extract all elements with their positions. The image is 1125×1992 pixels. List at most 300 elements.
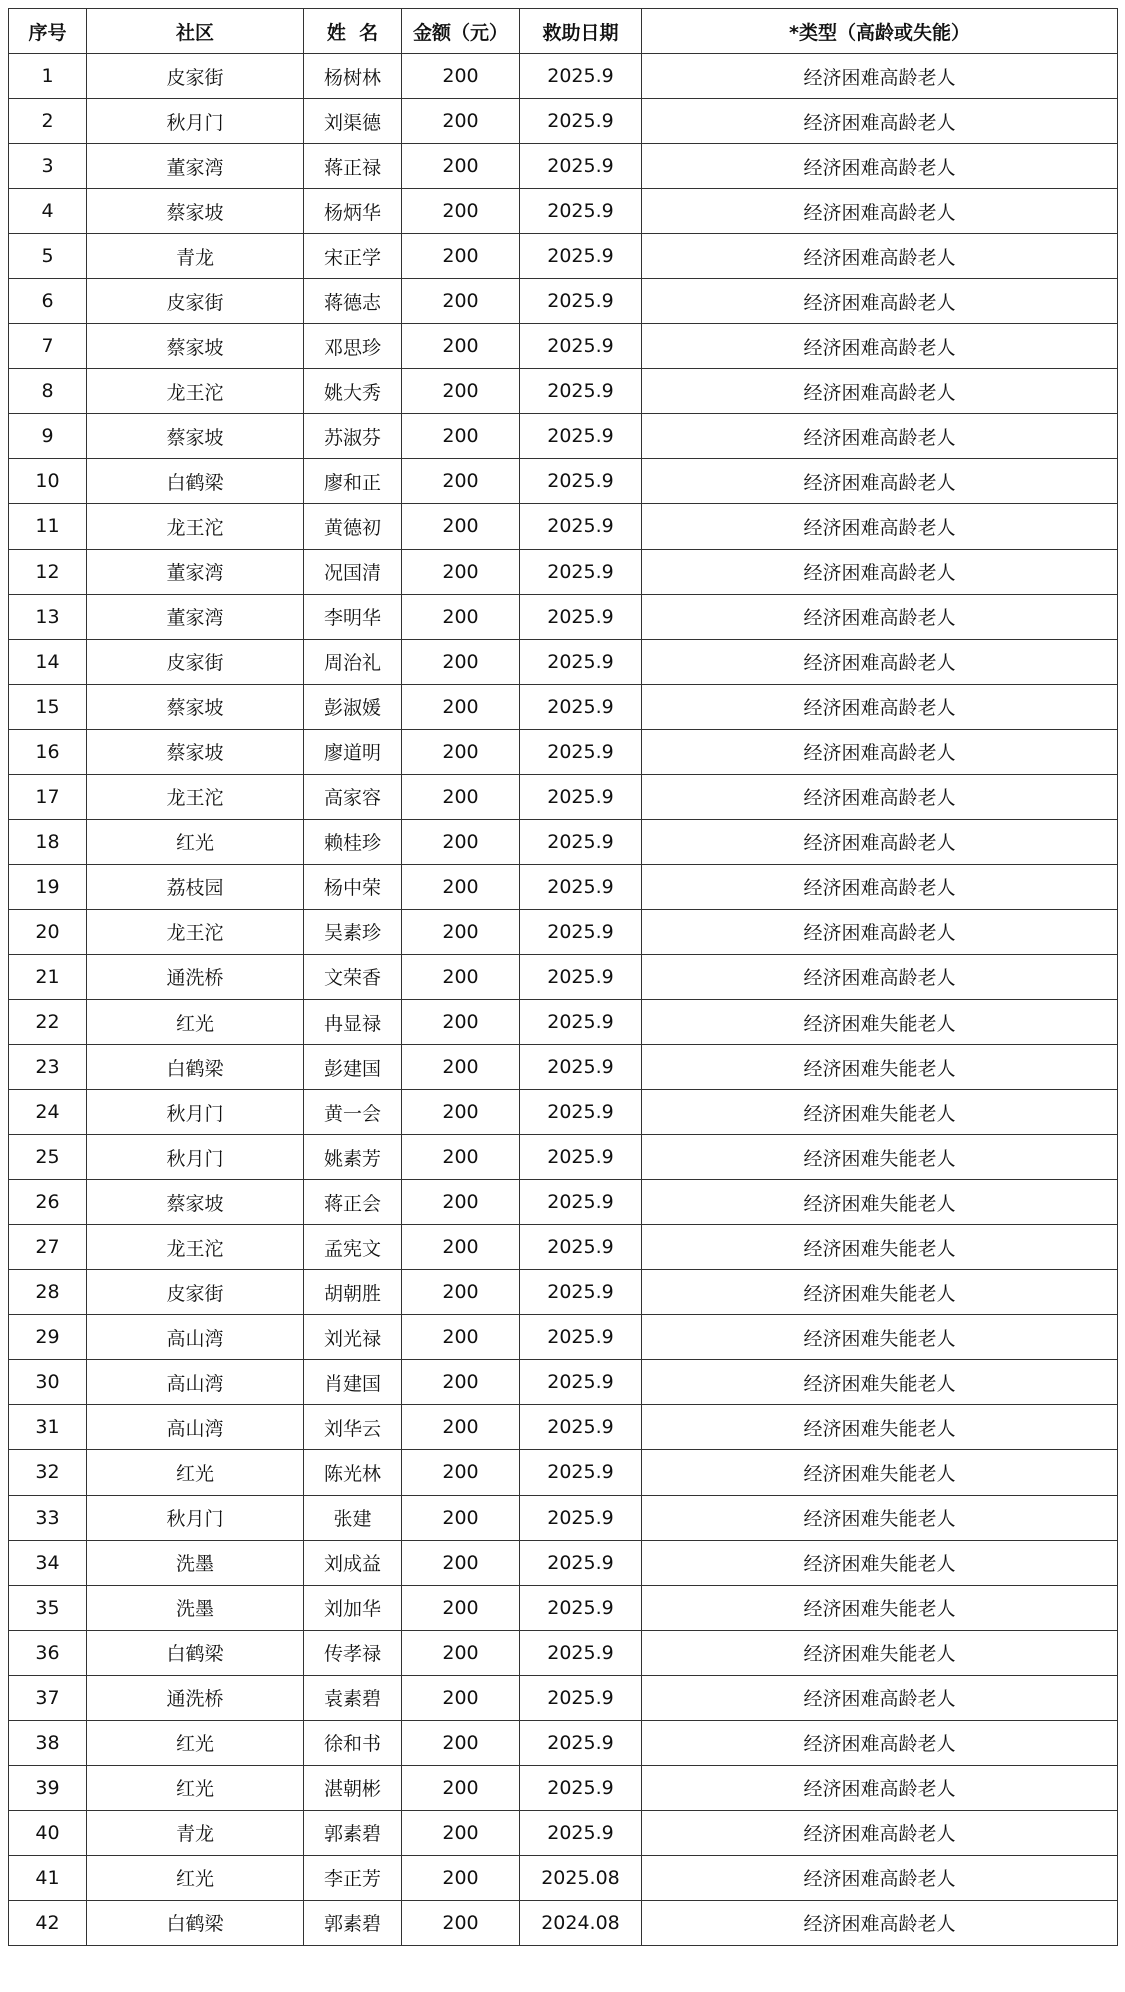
cell-name: 彭淑媛: [304, 684, 402, 729]
cell-serial-number: 6: [9, 279, 87, 324]
cell-name: 冉显禄: [304, 999, 402, 1044]
cell-serial-number: 11: [9, 504, 87, 549]
cell-serial-number: 10: [9, 459, 87, 504]
cell-relief-date: 2025.9: [520, 1090, 642, 1135]
cell-community: 白鹤梁: [87, 459, 304, 504]
table-row: [9, 1810, 1118, 1855]
cell-name: 姚素芳: [304, 1135, 402, 1180]
table-row: [9, 684, 1118, 729]
cell-amount: 200: [402, 54, 520, 99]
cell-name: 廖道明: [304, 729, 402, 774]
cell-community: 红光: [87, 819, 304, 864]
cell-relief-date: 2025.9: [520, 1315, 642, 1360]
cell-serial-number: 14: [9, 639, 87, 684]
table-row: [9, 279, 1118, 324]
cell-serial-number: 41: [9, 1855, 87, 1900]
cell-relief-date: 2025.9: [520, 1585, 642, 1630]
cell-amount: 200: [402, 639, 520, 684]
table-row: [9, 549, 1118, 594]
cell-amount: 200: [402, 414, 520, 459]
cell-type: 经济困难高龄老人: [642, 504, 1118, 549]
cell-type: 经济困难高龄老人: [642, 549, 1118, 594]
cell-type: 经济困难失能老人: [642, 1540, 1118, 1585]
cell-relief-date: 2025.9: [520, 1405, 642, 1450]
cell-relief-date: 2025.9: [520, 54, 642, 99]
table-row: [9, 1720, 1118, 1765]
cell-type: 经济困难高龄老人: [642, 684, 1118, 729]
table-row: [9, 1540, 1118, 1585]
header-serial-number: 序号: [9, 9, 87, 54]
cell-community: 皮家街: [87, 279, 304, 324]
cell-community: 龙王沱: [87, 909, 304, 954]
cell-relief-date: 2025.9: [520, 1360, 642, 1405]
cell-name: 黄一会: [304, 1090, 402, 1135]
table-row: [9, 819, 1118, 864]
cell-community: 白鹤梁: [87, 1630, 304, 1675]
cell-amount: 200: [402, 234, 520, 279]
cell-type: 经济困难高龄老人: [642, 234, 1118, 279]
cell-amount: 200: [402, 954, 520, 999]
cell-relief-date: 2025.9: [520, 189, 642, 234]
cell-relief-date: 2025.9: [520, 1180, 642, 1225]
cell-community: 洗墨: [87, 1540, 304, 1585]
cell-type: 经济困难高龄老人: [642, 639, 1118, 684]
cell-community: 青龙: [87, 1810, 304, 1855]
cell-community: 秋月门: [87, 1090, 304, 1135]
cell-amount: 200: [402, 1720, 520, 1765]
cell-serial-number: 40: [9, 1810, 87, 1855]
cell-relief-date: 2025.9: [520, 819, 642, 864]
cell-community: 通洗桥: [87, 1675, 304, 1720]
cell-community: 皮家街: [87, 639, 304, 684]
cell-relief-date: 2025.9: [520, 729, 642, 774]
cell-community: 荔枝园: [87, 864, 304, 909]
cell-community: 董家湾: [87, 549, 304, 594]
cell-community: 青龙: [87, 234, 304, 279]
cell-relief-date: 2025.9: [520, 954, 642, 999]
cell-type: 经济困难失能老人: [642, 1585, 1118, 1630]
cell-relief-date: 2025.9: [520, 99, 642, 144]
cell-community: 秋月门: [87, 1135, 304, 1180]
cell-type: 经济困难高龄老人: [642, 189, 1118, 234]
cell-amount: 200: [402, 1270, 520, 1315]
cell-relief-date: 2024.08: [520, 1900, 642, 1945]
cell-name: 况国清: [304, 549, 402, 594]
table-row: [9, 54, 1118, 99]
cell-name: 吴素珍: [304, 909, 402, 954]
table-row: [9, 144, 1118, 189]
cell-community: 秋月门: [87, 99, 304, 144]
cell-type: 经济困难失能老人: [642, 1405, 1118, 1450]
cell-type: 经济困难失能老人: [642, 1315, 1118, 1360]
cell-name: 高家容: [304, 774, 402, 819]
cell-relief-date: 2025.9: [520, 1765, 642, 1810]
table-row: [9, 1180, 1118, 1225]
cell-type: 经济困难高龄老人: [642, 279, 1118, 324]
cell-serial-number: 13: [9, 594, 87, 639]
cell-relief-date: 2025.9: [520, 639, 642, 684]
cell-name: 蒋正会: [304, 1180, 402, 1225]
cell-community: 皮家街: [87, 1270, 304, 1315]
table-row: [9, 909, 1118, 954]
cell-serial-number: 7: [9, 324, 87, 369]
table-row: [9, 729, 1118, 774]
cell-serial-number: 17: [9, 774, 87, 819]
cell-type: 经济困难失能老人: [642, 1630, 1118, 1675]
cell-serial-number: 3: [9, 144, 87, 189]
cell-name: 赖桂珍: [304, 819, 402, 864]
cell-type: 经济困难高龄老人: [642, 1675, 1118, 1720]
cell-community: 蔡家坡: [87, 324, 304, 369]
cell-serial-number: 21: [9, 954, 87, 999]
cell-amount: 200: [402, 819, 520, 864]
cell-community: 蔡家坡: [87, 1180, 304, 1225]
header-community: 社区: [87, 9, 304, 54]
cell-type: 经济困难高龄老人: [642, 1855, 1118, 1900]
cell-relief-date: 2025.9: [520, 324, 642, 369]
cell-amount: 200: [402, 684, 520, 729]
cell-amount: 200: [402, 99, 520, 144]
relief-table-sheet: [8, 8, 1117, 1946]
cell-community: 高山湾: [87, 1360, 304, 1405]
cell-name: 宋正学: [304, 234, 402, 279]
cell-type: 经济困难高龄老人: [642, 1900, 1118, 1945]
cell-community: 董家湾: [87, 144, 304, 189]
cell-serial-number: 35: [9, 1585, 87, 1630]
cell-name: 苏淑芬: [304, 414, 402, 459]
table-row: [9, 189, 1118, 234]
cell-amount: 200: [402, 1495, 520, 1540]
cell-name: 刘成益: [304, 1540, 402, 1585]
cell-relief-date: 2025.9: [520, 549, 642, 594]
cell-relief-date: 2025.9: [520, 1450, 642, 1495]
table-row: [9, 1045, 1118, 1090]
cell-amount: 200: [402, 594, 520, 639]
cell-name: 彭建国: [304, 1045, 402, 1090]
cell-relief-date: 2025.9: [520, 1270, 642, 1315]
cell-name: 陈光林: [304, 1450, 402, 1495]
table-row: [9, 1315, 1118, 1360]
cell-community: 高山湾: [87, 1405, 304, 1450]
cell-name: 袁素碧: [304, 1675, 402, 1720]
cell-type: 经济困难失能老人: [642, 999, 1118, 1044]
cell-name: 胡朝胜: [304, 1270, 402, 1315]
cell-amount: 200: [402, 189, 520, 234]
cell-serial-number: 15: [9, 684, 87, 729]
header-amount: 金额（元）: [402, 9, 520, 54]
cell-serial-number: 33: [9, 1495, 87, 1540]
table-row: [9, 99, 1118, 144]
cell-amount: 200: [402, 1225, 520, 1270]
cell-type: 经济困难失能老人: [642, 1135, 1118, 1180]
cell-serial-number: 24: [9, 1090, 87, 1135]
cell-community: 龙王沱: [87, 504, 304, 549]
cell-serial-number: 8: [9, 369, 87, 414]
cell-community: 龙王沱: [87, 369, 304, 414]
cell-community: 白鹤梁: [87, 1045, 304, 1090]
cell-type: 经济困难失能老人: [642, 1450, 1118, 1495]
table-row: [9, 1360, 1118, 1405]
cell-serial-number: 42: [9, 1900, 87, 1945]
cell-name: 廖和正: [304, 459, 402, 504]
table-row: [9, 1855, 1118, 1900]
table-row: [9, 1450, 1118, 1495]
cell-relief-date: 2025.9: [520, 1135, 642, 1180]
table-body: [9, 54, 1118, 1946]
cell-relief-date: 2025.9: [520, 594, 642, 639]
cell-amount: 200: [402, 1810, 520, 1855]
cell-community: 蔡家坡: [87, 189, 304, 234]
cell-amount: 200: [402, 1765, 520, 1810]
table-row: [9, 1900, 1118, 1945]
cell-amount: 200: [402, 1540, 520, 1585]
cell-amount: 200: [402, 864, 520, 909]
cell-name: 李正芳: [304, 1855, 402, 1900]
cell-amount: 200: [402, 1135, 520, 1180]
cell-amount: 200: [402, 1450, 520, 1495]
cell-relief-date: 2025.9: [520, 234, 642, 279]
cell-name: 张建: [304, 1495, 402, 1540]
cell-relief-date: 2025.9: [520, 144, 642, 189]
cell-community: 洗墨: [87, 1585, 304, 1630]
cell-type: 经济困难高龄老人: [642, 324, 1118, 369]
cell-type: 经济困难高龄老人: [642, 909, 1118, 954]
cell-serial-number: 39: [9, 1765, 87, 1810]
cell-amount: 200: [402, 459, 520, 504]
cell-community: 皮家街: [87, 54, 304, 99]
cell-name: 杨树林: [304, 54, 402, 99]
cell-serial-number: 38: [9, 1720, 87, 1765]
table-row: [9, 369, 1118, 414]
cell-type: 经济困难高龄老人: [642, 144, 1118, 189]
cell-serial-number: 27: [9, 1225, 87, 1270]
cell-relief-date: 2025.9: [520, 504, 642, 549]
cell-community: 红光: [87, 1765, 304, 1810]
cell-amount: 200: [402, 1315, 520, 1360]
cell-type: 经济困难高龄老人: [642, 954, 1118, 999]
cell-serial-number: 19: [9, 864, 87, 909]
table-row: [9, 1495, 1118, 1540]
cell-type: 经济困难高龄老人: [642, 99, 1118, 144]
cell-name: 刘华云: [304, 1405, 402, 1450]
cell-amount: 200: [402, 549, 520, 594]
table-row: [9, 1090, 1118, 1135]
relief-table: [8, 8, 1118, 1946]
cell-type: 经济困难高龄老人: [642, 594, 1118, 639]
cell-name: 姚大秀: [304, 369, 402, 414]
cell-type: 经济困难失能老人: [642, 1180, 1118, 1225]
cell-relief-date: 2025.9: [520, 279, 642, 324]
cell-type: 经济困难高龄老人: [642, 369, 1118, 414]
cell-serial-number: 34: [9, 1540, 87, 1585]
cell-serial-number: 23: [9, 1045, 87, 1090]
cell-name: 杨中荣: [304, 864, 402, 909]
cell-community: 蔡家坡: [87, 414, 304, 459]
cell-type: 经济困难高龄老人: [642, 54, 1118, 99]
cell-amount: 200: [402, 1630, 520, 1675]
cell-type: 经济困难高龄老人: [642, 1720, 1118, 1765]
cell-type: 经济困难高龄老人: [642, 414, 1118, 459]
table-row: [9, 639, 1118, 684]
cell-serial-number: 36: [9, 1630, 87, 1675]
cell-name: 肖建国: [304, 1360, 402, 1405]
cell-name: 徐和书: [304, 1720, 402, 1765]
header-name: 姓 名: [304, 9, 402, 54]
cell-amount: 200: [402, 1180, 520, 1225]
table-row: [9, 1585, 1118, 1630]
cell-name: 刘光禄: [304, 1315, 402, 1360]
cell-relief-date: 2025.9: [520, 1540, 642, 1585]
table-row: [9, 324, 1118, 369]
cell-type: 经济困难失能老人: [642, 1090, 1118, 1135]
table-row: [9, 594, 1118, 639]
table-row: [9, 774, 1118, 819]
table-row: [9, 1630, 1118, 1675]
cell-community: 通洗桥: [87, 954, 304, 999]
cell-serial-number: 20: [9, 909, 87, 954]
cell-serial-number: 1: [9, 54, 87, 99]
cell-name: 刘渠德: [304, 99, 402, 144]
cell-type: 经济困难高龄老人: [642, 864, 1118, 909]
cell-name: 蒋德志: [304, 279, 402, 324]
cell-serial-number: 37: [9, 1675, 87, 1720]
cell-relief-date: 2025.9: [520, 459, 642, 504]
table-row: [9, 1675, 1118, 1720]
cell-relief-date: 2025.9: [520, 369, 642, 414]
cell-relief-date: 2025.9: [520, 999, 642, 1044]
cell-community: 龙王沱: [87, 774, 304, 819]
cell-serial-number: 18: [9, 819, 87, 864]
cell-name: 邓思珍: [304, 324, 402, 369]
cell-amount: 200: [402, 1045, 520, 1090]
cell-type: 经济困难失能老人: [642, 1225, 1118, 1270]
cell-amount: 200: [402, 1585, 520, 1630]
cell-relief-date: 2025.9: [520, 414, 642, 459]
table-row: [9, 504, 1118, 549]
cell-relief-date: 2025.9: [520, 1810, 642, 1855]
cell-serial-number: 22: [9, 999, 87, 1044]
cell-community: 蔡家坡: [87, 684, 304, 729]
table-header-row: [9, 9, 1118, 54]
cell-serial-number: 25: [9, 1135, 87, 1180]
cell-amount: 200: [402, 909, 520, 954]
table-row: [9, 1135, 1118, 1180]
cell-community: 白鹤梁: [87, 1900, 304, 1945]
cell-community: 红光: [87, 1855, 304, 1900]
cell-name: 黄德初: [304, 504, 402, 549]
cell-name: 周治礼: [304, 639, 402, 684]
cell-name: 杨炳华: [304, 189, 402, 234]
table-row: [9, 414, 1118, 459]
cell-amount: 200: [402, 1405, 520, 1450]
cell-amount: 200: [402, 999, 520, 1044]
cell-serial-number: 26: [9, 1180, 87, 1225]
cell-relief-date: 2025.9: [520, 1720, 642, 1765]
cell-name: 刘加华: [304, 1585, 402, 1630]
table-row: [9, 1765, 1118, 1810]
cell-amount: 200: [402, 324, 520, 369]
table-row: [9, 459, 1118, 504]
table-row: [9, 864, 1118, 909]
cell-relief-date: 2025.9: [520, 1630, 642, 1675]
cell-amount: 200: [402, 369, 520, 414]
cell-type: 经济困难失能老人: [642, 1045, 1118, 1090]
table-row: [9, 1270, 1118, 1315]
cell-type: 经济困难失能老人: [642, 1270, 1118, 1315]
cell-amount: 200: [402, 279, 520, 324]
cell-type: 经济困难高龄老人: [642, 729, 1118, 774]
cell-name: 传孝禄: [304, 1630, 402, 1675]
cell-serial-number: 29: [9, 1315, 87, 1360]
cell-serial-number: 4: [9, 189, 87, 234]
cell-relief-date: 2025.9: [520, 864, 642, 909]
cell-community: 红光: [87, 1450, 304, 1495]
cell-community: 蔡家坡: [87, 729, 304, 774]
cell-serial-number: 30: [9, 1360, 87, 1405]
cell-amount: 200: [402, 504, 520, 549]
cell-relief-date: 2025.9: [520, 1045, 642, 1090]
cell-serial-number: 2: [9, 99, 87, 144]
cell-amount: 200: [402, 729, 520, 774]
cell-name: 孟宪文: [304, 1225, 402, 1270]
cell-relief-date: 2025.08: [520, 1855, 642, 1900]
cell-relief-date: 2025.9: [520, 909, 642, 954]
header-type: *类型（高龄或失能）: [642, 9, 1118, 54]
cell-name: 郭素碧: [304, 1900, 402, 1945]
header-relief-date: 救助日期: [520, 9, 642, 54]
cell-relief-date: 2025.9: [520, 1675, 642, 1720]
cell-serial-number: 5: [9, 234, 87, 279]
cell-amount: 200: [402, 1675, 520, 1720]
cell-serial-number: 31: [9, 1405, 87, 1450]
cell-serial-number: 28: [9, 1270, 87, 1315]
cell-serial-number: 32: [9, 1450, 87, 1495]
cell-community: 红光: [87, 1720, 304, 1765]
cell-amount: 200: [402, 1900, 520, 1945]
cell-amount: 200: [402, 1090, 520, 1135]
cell-type: 经济困难失能老人: [642, 1360, 1118, 1405]
cell-type: 经济困难高龄老人: [642, 1810, 1118, 1855]
cell-amount: 200: [402, 1855, 520, 1900]
cell-type: 经济困难高龄老人: [642, 459, 1118, 504]
cell-name: 湛朝彬: [304, 1765, 402, 1810]
cell-amount: 200: [402, 774, 520, 819]
cell-community: 龙王沱: [87, 1225, 304, 1270]
cell-community: 高山湾: [87, 1315, 304, 1360]
cell-community: 红光: [87, 999, 304, 1044]
cell-serial-number: 9: [9, 414, 87, 459]
cell-type: 经济困难失能老人: [642, 1495, 1118, 1540]
cell-relief-date: 2025.9: [520, 1225, 642, 1270]
cell-community: 董家湾: [87, 594, 304, 639]
table-row: [9, 1405, 1118, 1450]
table-row: [9, 999, 1118, 1044]
table-row: [9, 954, 1118, 999]
cell-type: 经济困难高龄老人: [642, 1765, 1118, 1810]
cell-type: 经济困难高龄老人: [642, 819, 1118, 864]
cell-type: 经济困难高龄老人: [642, 774, 1118, 819]
cell-serial-number: 12: [9, 549, 87, 594]
cell-name: 李明华: [304, 594, 402, 639]
cell-amount: 200: [402, 144, 520, 189]
cell-community: 秋月门: [87, 1495, 304, 1540]
cell-name: 文荣香: [304, 954, 402, 999]
cell-relief-date: 2025.9: [520, 1495, 642, 1540]
cell-relief-date: 2025.9: [520, 684, 642, 729]
cell-amount: 200: [402, 1360, 520, 1405]
cell-name: 郭素碧: [304, 1810, 402, 1855]
cell-relief-date: 2025.9: [520, 774, 642, 819]
